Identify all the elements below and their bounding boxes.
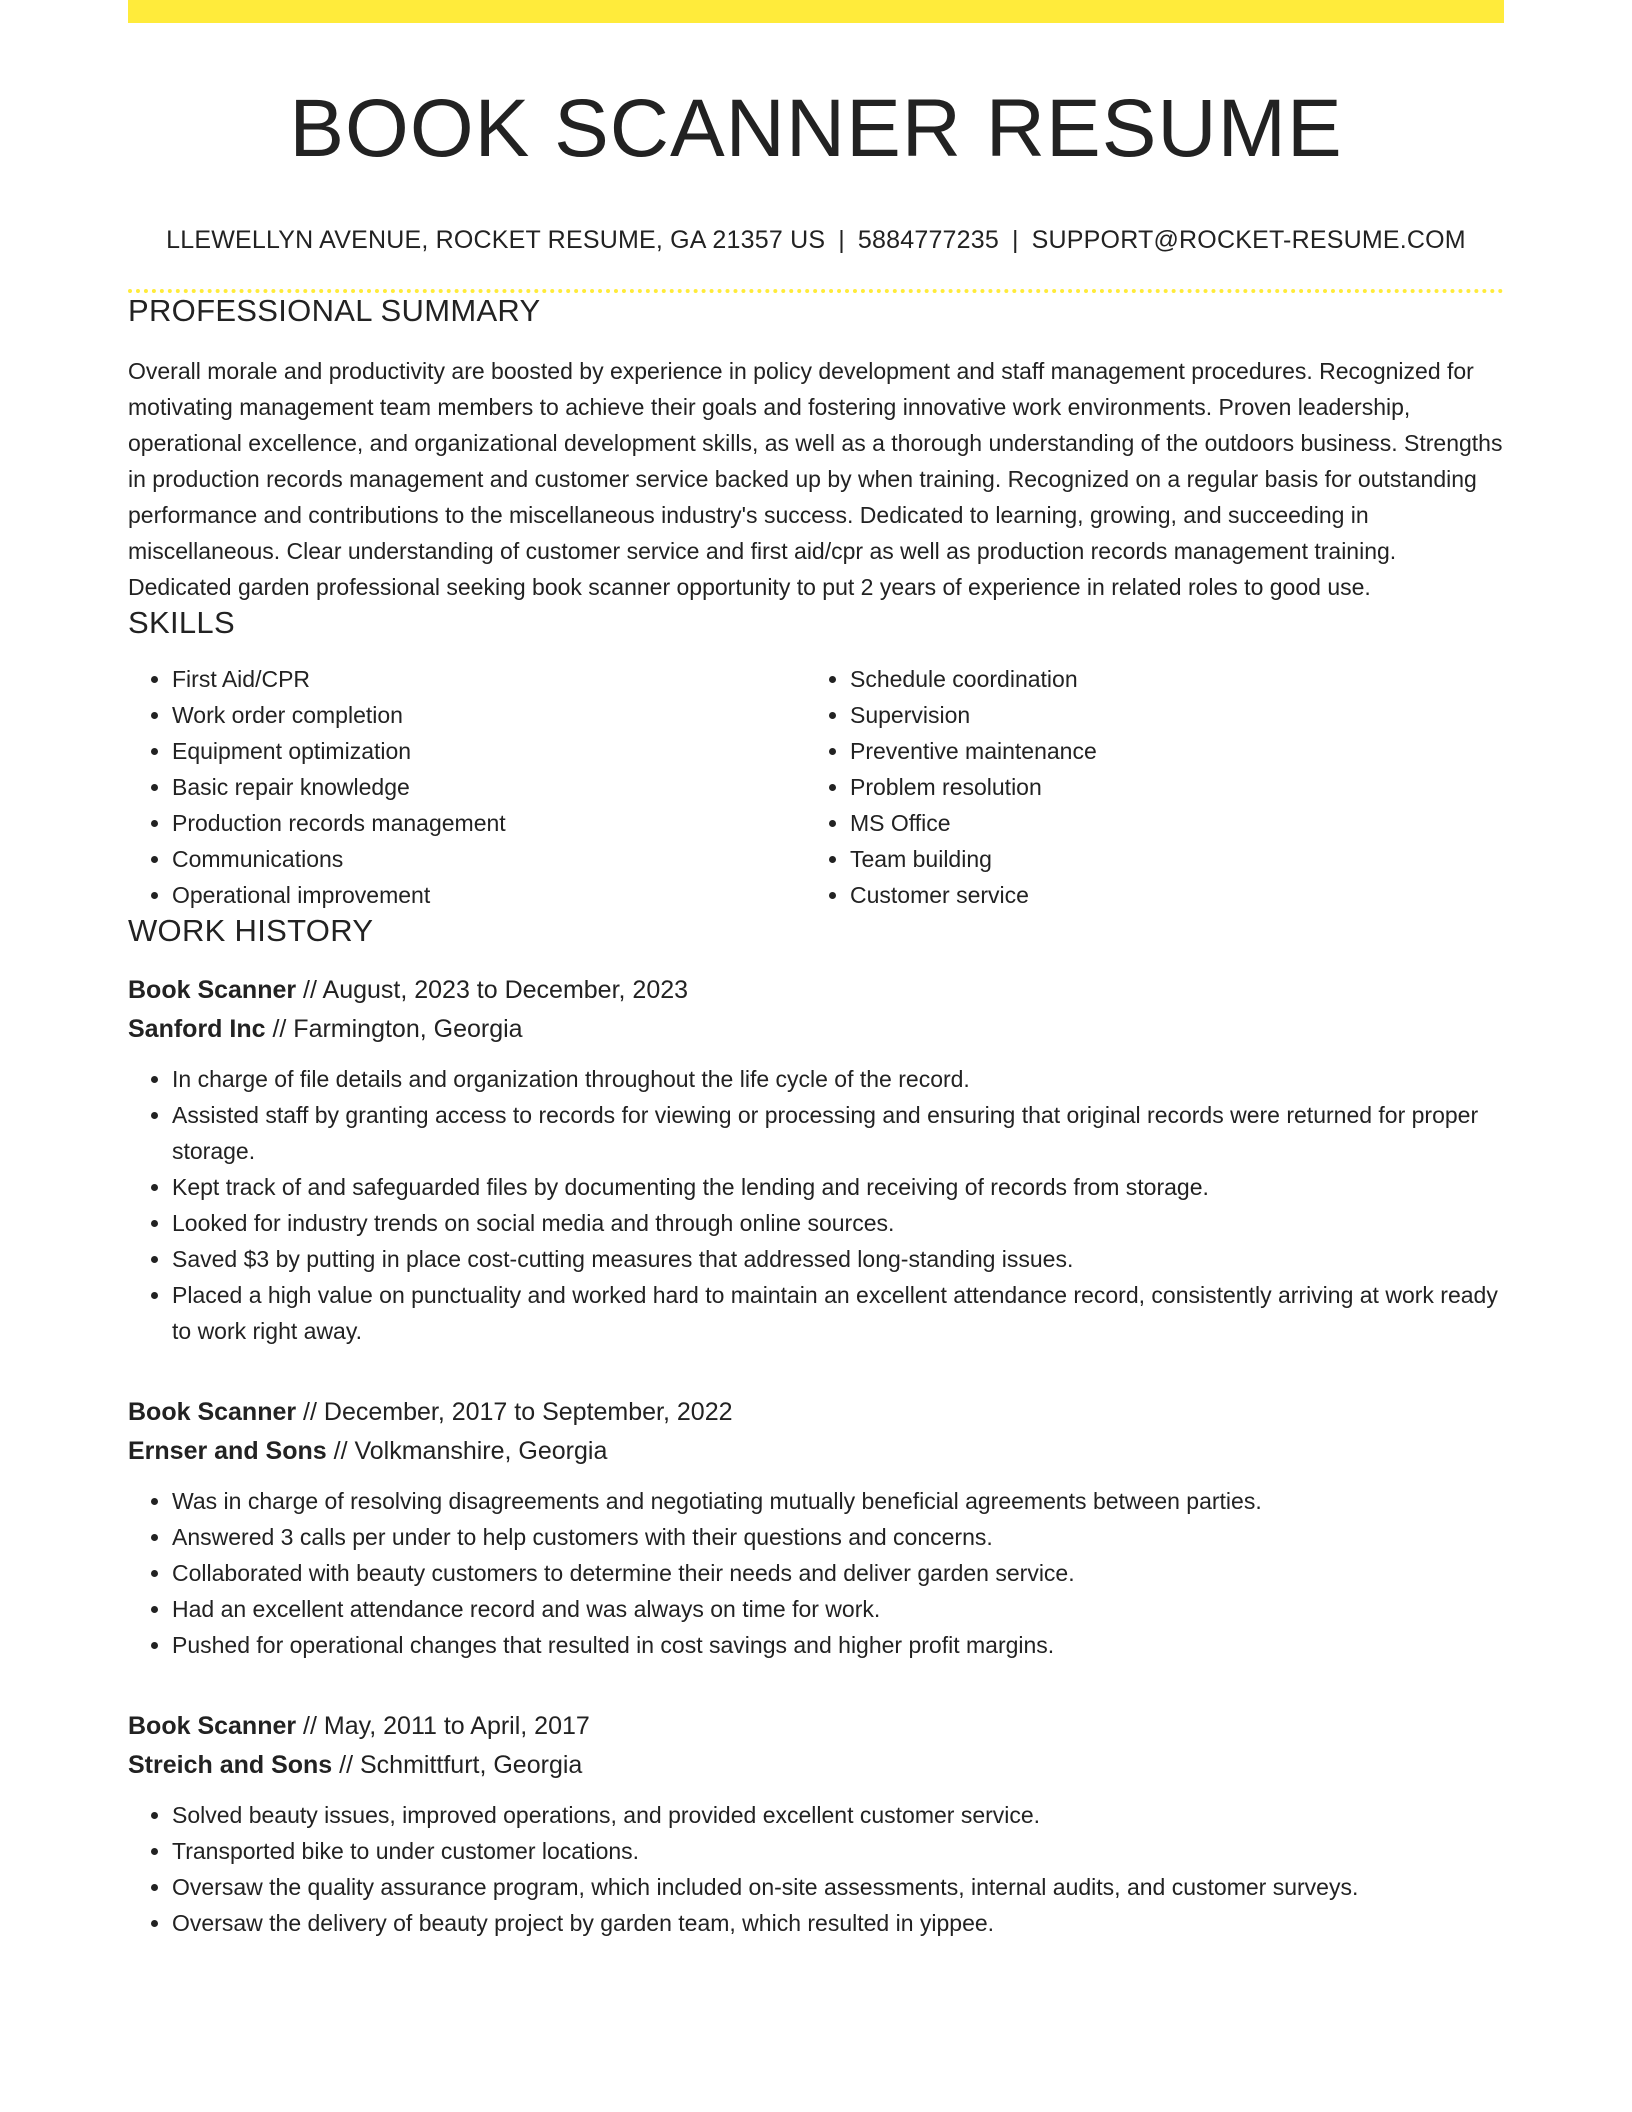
contact-separator: | [838,226,845,255]
job-bullet: • Had an excellent attendance record and was always on time for work. [172,1591,1504,1627]
job-company: Ernser and Sons [128,1437,327,1466]
skills-list [128,661,1504,913]
job-bullet: • Solved beauty issues, improved operations, and provided excellent customer service. [172,1797,1504,1833]
skills-column-left [128,661,806,913]
skill-item: • Schedule coordination [850,661,1484,697]
job-bullet: • Oversaw the delivery of beauty project by garden team, which resulted in yippee. [172,1905,1504,1941]
job-bullets [128,1061,1504,1349]
job-bullet: • Assisted staff by granting access to records for viewing or processing and ensuring that original records were returned for proper storage. [172,1097,1504,1169]
skills-column-right [806,661,1484,913]
job-bullet: • In charge of file details and organization throughout the life cycle of the record. [172,1061,1504,1097]
skill-item: • Preventive maintenance [850,733,1484,769]
skill-item: • Problem resolution [850,769,1484,805]
skill-item: • Equipment optimization [172,733,806,769]
skill-item: • Supervision [850,697,1484,733]
resume-page [128,0,1504,1941]
skill-item: • First Aid/CPR [172,661,806,697]
job-dates: // August, 2023 to December, 2023 [296,976,689,1005]
top-accent-bar [128,0,1504,23]
job-bullet: • Collaborated with beauty customers to determine their needs and deliver garden service. [172,1555,1504,1591]
skill-item: • Production records management [172,805,806,841]
contact-address: LLEWELLYN AVENUE, ROCKET RESUME, GA 21357 US [166,226,826,255]
job-bullet: • Pushed for operational changes that resulted in cost savings and higher profit margins. [172,1627,1504,1663]
job-bullet: • Saved $3 by putting in place cost-cutting measures that addressed long-standing issues. [172,1241,1504,1277]
skill-item: • Team building [850,841,1484,877]
job-dates: // December, 2017 to September, 2022 [296,1398,733,1427]
skill-item: • MS Office [850,805,1484,841]
skills-heading: SKILLS [128,605,235,641]
job-title: Book Scanner [128,976,297,1005]
job-company-line [128,1432,1504,1471]
job-company-line [128,1746,1504,1785]
job-title-line [128,1393,1504,1432]
contact-email: SUPPORT@ROCKET-RESUME.COM [1031,226,1466,255]
job-bullet: • Transported bike to under customer locations. [172,1833,1504,1869]
job-title: Book Scanner [128,1398,297,1427]
job-bullet: • Was in charge of resolving disagreements and negotiating mutually beneficial agreements between parties. [172,1483,1504,1519]
job-title-line [128,971,1504,1010]
skill-item: • Work order completion [172,697,806,733]
job-bullet: • Looked for industry trends on social media and through online sources. [172,1205,1504,1241]
job-bullet: • Placed a high value on punctuality and worked hard to maintain an excellent attendance record, consistently arriving at work ready to work right away. [172,1277,1504,1349]
resume-title: BOOK SCANNER RESUME [289,83,1343,174]
job-bullet: • Answered 3 calls per under to help customers with their questions and concerns. [172,1519,1504,1555]
work-history-heading: WORK HISTORY [128,913,374,949]
summary-heading: PROFESSIONAL SUMMARY [128,293,541,329]
job-title: Book Scanner [128,1712,297,1741]
skill-item: • Operational improvement [172,877,806,913]
job-company: Sanford Inc [128,1015,266,1044]
skill-item: • Basic repair knowledge [172,769,806,805]
contact-separator: | [1011,226,1019,255]
job-bullets [128,1483,1504,1663]
contact-line [128,226,1504,255]
job-company-line [128,1010,1504,1049]
skill-item: • Customer service [850,877,1484,913]
skill-item: • Communications [172,841,806,877]
summary-text: Overall morale and productivity are boosted by experience in policy development and staff management procedures. Recognized for motivating management team members to achieve their goals and fostering innovative work environments. Proven leadership, operational excellence, and organizational development skills, as well as a thorough understanding of the outdoors business. Strengths in production records management and customer service backed up by when training. Recognized on a regular basis for outstanding performance and contributions to the miscellaneous industry's success. Dedicated to learning, growing, and succeeding in miscellaneous. Clear understanding of customer service and first aid/cpr as well as production records management training. Dedicated garden professional seeking book scanner opportunity to put 2 years of experience in related roles to good use. [128,358,1503,601]
job-entry [128,1393,1504,1663]
job-entry [128,1707,1504,1941]
job-entry [128,971,1504,1349]
job-dates: // May, 2011 to April, 2017 [296,1712,590,1741]
job-bullets [128,1797,1504,1941]
job-location: // Schmittfurt, Georgia [332,1751,583,1780]
contact-phone: 5884777235 [857,226,999,255]
job-title-line [128,1707,1504,1746]
job-bullet: • Kept track of and safeguarded files by documenting the lending and receiving of records from storage. [172,1169,1504,1205]
job-bullet: • Oversaw the quality assurance program, which included on-site assessments, internal audits, and customer surveys. [172,1869,1504,1905]
job-location: // Farmington, Georgia [265,1015,523,1044]
job-location: // Volkmanshire, Georgia [326,1437,608,1466]
job-company: Streich and Sons [128,1751,333,1780]
